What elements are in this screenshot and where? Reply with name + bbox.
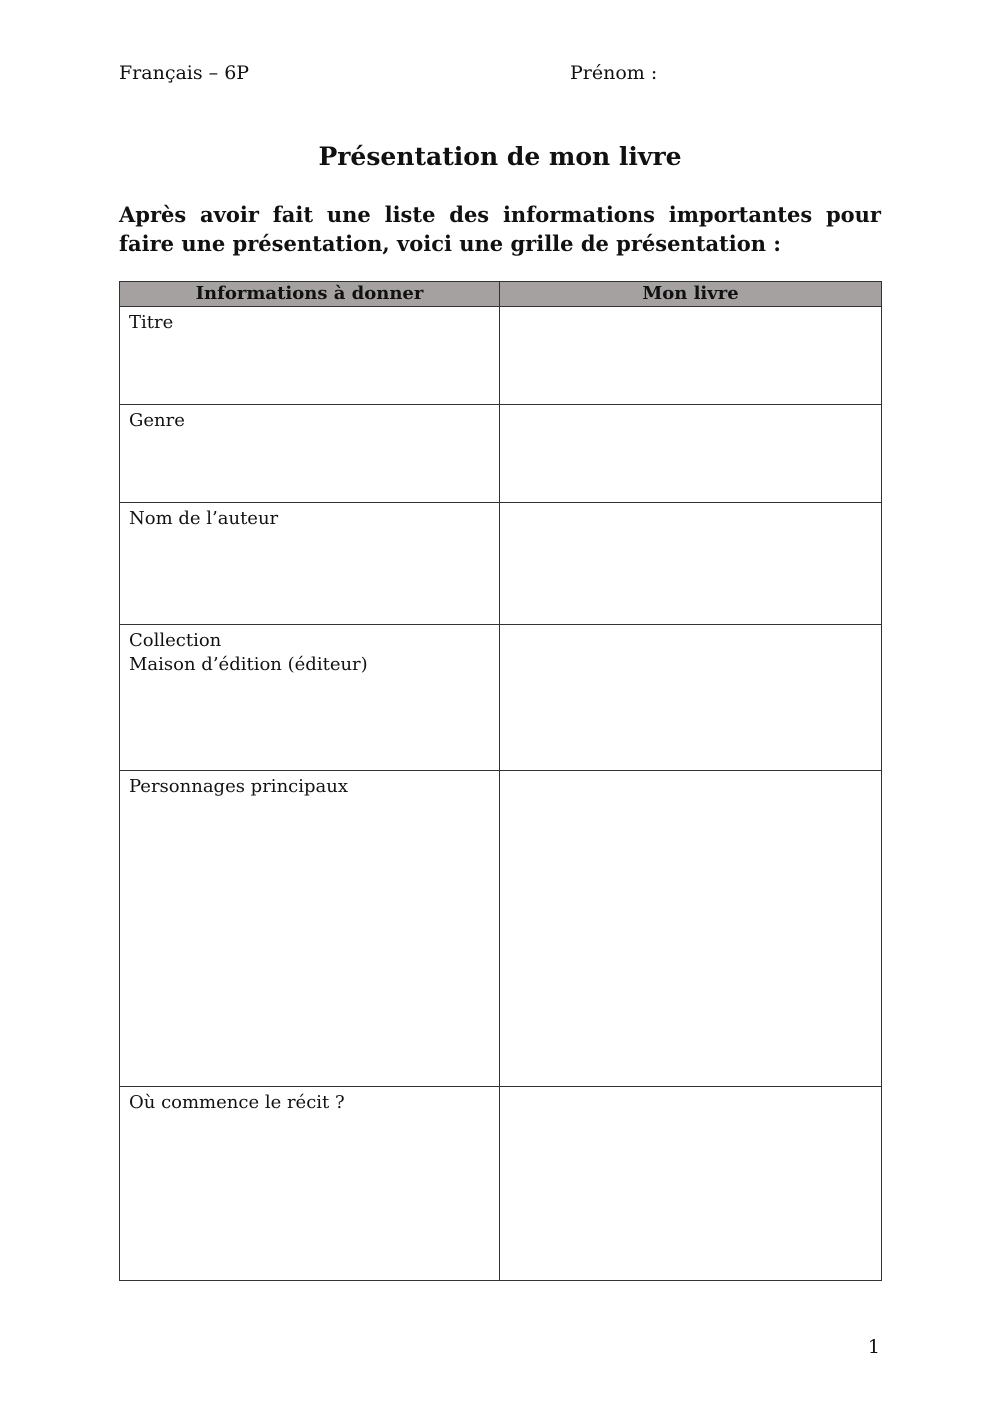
page-number: 1	[867, 1336, 880, 1358]
table-row	[120, 405, 882, 503]
table-row	[120, 503, 882, 625]
table-row	[120, 771, 882, 1087]
row-label-cell	[120, 625, 500, 771]
answer-cell-author[interactable]	[500, 503, 882, 625]
header-firstname-label: Prénom :	[570, 62, 658, 84]
column-header-my-book: Mon livre	[500, 282, 882, 307]
row-label-cell	[120, 771, 500, 1087]
row-label-author: Nom de l’auteur	[129, 508, 279, 529]
table-header-row	[120, 282, 882, 307]
answer-cell-story-start[interactable]	[500, 1087, 882, 1281]
row-label-collection-publisher: Collection Maison d’édition (éditeur)	[129, 630, 368, 675]
table-row	[120, 307, 882, 405]
intro-paragraph: Après avoir fait une liste des informations importantes pour faire une présentation, voici une grille de présentation :	[119, 202, 881, 256]
answer-cell-collection-publisher[interactable]	[500, 625, 882, 771]
header-subject: Français – 6P	[119, 62, 250, 84]
page-title: Présentation de mon livre	[318, 142, 682, 171]
row-label-story-start: Où commence le récit ?	[129, 1092, 345, 1113]
table-row	[120, 625, 882, 771]
row-label-cell	[120, 1087, 500, 1281]
row-label-genre: Genre	[129, 410, 185, 431]
row-label-cell	[120, 503, 500, 625]
table-row	[120, 1087, 882, 1281]
row-label-main-characters: Personnages principaux	[129, 776, 348, 797]
column-header-info: Informations à donner	[120, 282, 500, 307]
presentation-grid	[119, 281, 882, 1281]
answer-cell-genre[interactable]	[500, 405, 882, 503]
answer-cell-title[interactable]	[500, 307, 882, 405]
row-label-cell	[120, 405, 500, 503]
answer-cell-main-characters[interactable]	[500, 771, 882, 1087]
row-label-title: Titre	[129, 312, 174, 333]
row-label-cell	[120, 307, 500, 405]
